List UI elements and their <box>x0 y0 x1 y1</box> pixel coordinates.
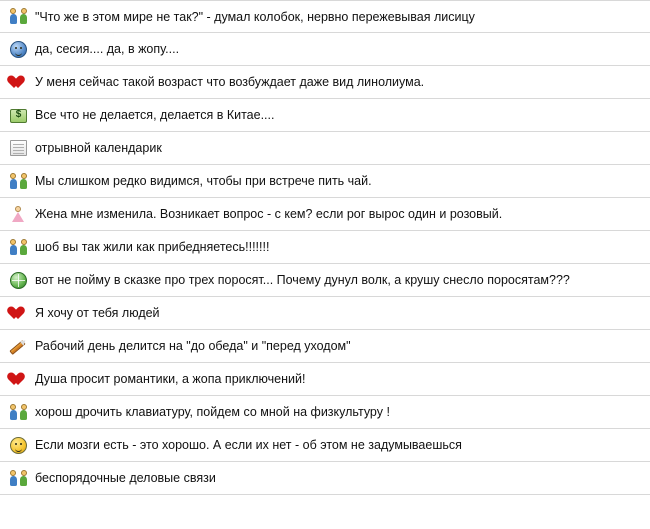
pair-smiley-icon <box>10 8 27 25</box>
globe-icon <box>10 272 27 289</box>
list-item-text: Душа просит романтики, а жопа приключений! <box>35 372 306 386</box>
heart-icon <box>10 305 27 322</box>
yellow-smiley-icon <box>10 437 27 454</box>
list-item-text: Мы слишком редко видимся, чтобы при встрече пить чай. <box>35 174 372 188</box>
list-item[interactable] <box>0 462 650 495</box>
list-item[interactable] <box>0 198 650 231</box>
pair-smiley-icon <box>10 404 27 421</box>
list-item[interactable] <box>0 0 650 33</box>
list-item[interactable] <box>0 132 650 165</box>
list-item-text: да, сесия.... да, в жопу.... <box>35 42 180 56</box>
money-icon <box>10 109 27 123</box>
heart-icon <box>10 371 27 388</box>
list-item-text: отрывной календарик <box>35 141 162 155</box>
list-item-text: У меня сейчас такой возраст что возбуждает даже вид линолиума. <box>35 75 425 89</box>
list-item[interactable] <box>0 165 650 198</box>
list-item-text: шоб вы так жили как прибедняетесь!!!!!!! <box>35 240 270 254</box>
list-item[interactable] <box>0 297 650 330</box>
list-item-text: Я хочу от тебя людей <box>35 306 160 320</box>
pencil-icon <box>10 338 27 355</box>
list-item-text: Рабочий день делится на "до обеда" и "перед уходом" <box>35 339 351 353</box>
list-item[interactable] <box>0 264 650 297</box>
list-item-text: "Что же в этом мире не так?" - думал колобок, нервно пережевывая лисицу <box>35 9 475 24</box>
list-item[interactable] <box>0 231 650 264</box>
pair-smiley-icon <box>10 239 27 256</box>
list-item-text: Жена мне изменила. Возникает вопрос - с кем? если рог вырос один и розовый. <box>35 207 503 221</box>
list-item[interactable] <box>0 66 650 99</box>
list-item-text: хорош дрочить клавиатуру, пойдем со мной на физкультуру ! <box>35 405 390 419</box>
list-item[interactable] <box>0 330 650 363</box>
list-item[interactable] <box>0 33 650 66</box>
list-item-text: Все что не делается, делается в Китае.... <box>35 108 275 122</box>
list-item-text: беспорядочные деловые связи <box>35 471 216 485</box>
pair-smiley-icon <box>10 173 27 190</box>
list-item[interactable] <box>0 99 650 132</box>
heart-icon <box>10 74 27 91</box>
list-item[interactable] <box>0 363 650 396</box>
blue-smiley-icon <box>10 41 27 58</box>
calendar-page-icon <box>10 140 27 156</box>
list-item-text: Если мозги есть - это хорошо. А если их нет - об этом не задумываешься <box>35 438 462 452</box>
list-item[interactable] <box>0 396 650 429</box>
bride-icon <box>10 206 27 223</box>
list-item-text: вот не пойму в сказке про трех поросят... Почему дунул волк, а крушу снесло поросятам??? <box>35 273 570 287</box>
list-item[interactable] <box>0 429 650 462</box>
pair-smiley-icon <box>10 470 27 487</box>
